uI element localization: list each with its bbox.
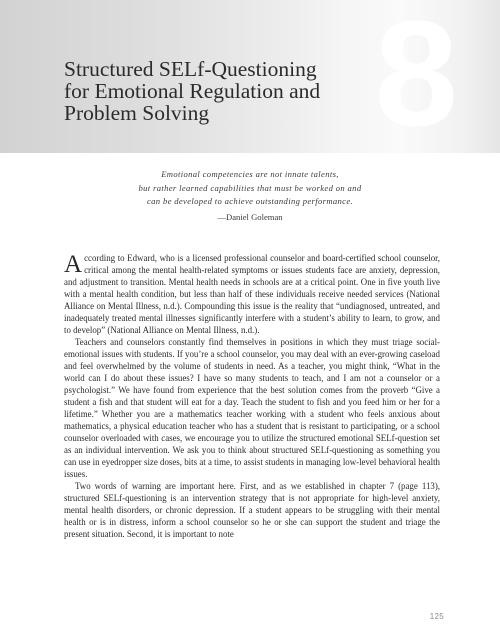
epigraph-quote	[60, 168, 440, 209]
epigraph-line: can be developed to achieve outstanding performance.	[146, 196, 353, 206]
epigraph-line: Emotional competencies are not innate talents,	[161, 169, 339, 179]
epigraph-line: but rather learned capabilities that must be worked on and	[138, 182, 362, 193]
chapter-header-band	[0, 0, 500, 157]
body-paragraph	[64, 252, 440, 336]
page-number: 125	[429, 612, 444, 621]
chapter-title-line: Problem Solving	[64, 101, 210, 125]
body-paragraph: Teachers and counselors constantly find themselves in positions in which they must triage social-emotional issues with students. If you’re a school counselor, you may deal with an ever-growing caseload and feel overwhelmed by the volume of students in need. As a teacher, you might think, “What in the world can I do about these issues? I have so many students to teach, and I am not a counselor or a psychologist.” We have found from experience that the best solution comes from the proverb “Give a student a fish and that student will eat for a day. Teach the student to fish and you feed him or her for a lifetime.” Whether you are a mathematics teacher working with a student who feels anxious about mathematics, a physical education teacher who has a student that is resistant to participating, or a school counselor overloaded with cases, we encourage you to utilize the structured emotional SELf-question set as an individual intervention. We ask you to think about structured SELf-questioning as something you can use in eyedropper size doses, bits at a time, to assist students in managing low-level behavioral health issues.	[64, 337, 440, 479]
paragraph-text: ccording to Edward, who is a licensed professional counselor and board-certified school counselor, critical among the mental health-related symptoms or issues students face are anxiety, depression, and adjustment to transition. Mental health needs in schools are at a critical point. One in five youth live with a mental health condition, but less than half of these individuals receive needed services (National Alliance on Mental Illness, n.d.). Compounding this issue is the reality that “undiagnosed, untreated, and inadequately treated mental illnesses significantly interfere with a student’s ability to learn, to grow, and to develop” (National Alliance on Mental Illness, n.d.).	[64, 253, 440, 335]
body-paragraph: Two words of warning are important here. First, and as we established in chapter 7 (page 113), structured SELf-questioning is an intervention strategy that is not appropriate for high-level anxiety, mental health disorders, or chronic depression. If a student appears to be struggling with their mental health or is in distress, inform a school counselor so he or she can support the student and triage the present situation. Second, it is important to note	[64, 481, 440, 539]
drop-cap: A	[64, 251, 83, 278]
body-text	[64, 252, 440, 540]
epigraph-attribution: —Daniel Goleman	[217, 212, 283, 222]
chapter-title	[64, 58, 384, 124]
chapter-title-line: for Emotional Regulation and	[64, 79, 321, 103]
chapter-title-line: Structured SELf-Questioning	[64, 57, 317, 81]
chapter-number: 8	[374, 0, 456, 157]
